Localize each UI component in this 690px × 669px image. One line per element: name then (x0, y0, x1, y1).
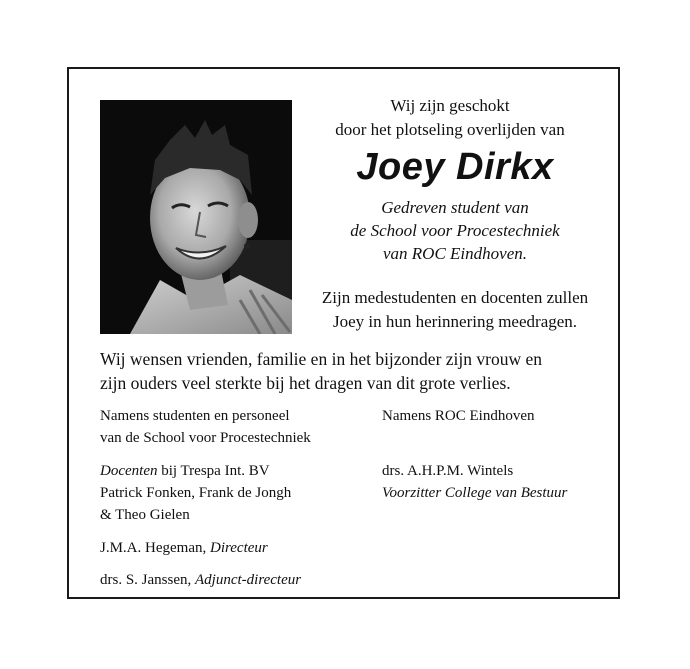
director-name: J.M.A. Hegeman, (100, 540, 210, 556)
roc-on-behalf: Namens ROC Eindhoven (382, 408, 535, 424)
deceased-name: Joey Dirkx (356, 146, 554, 188)
announcement-intro (300, 94, 600, 142)
intro-line-1: Wij zijn geschokt (390, 96, 510, 115)
signature-chair (382, 460, 567, 504)
on-behalf-line-1: Namens studenten en personeel (100, 408, 290, 424)
teachers-line (100, 460, 291, 482)
signature-teachers (100, 460, 291, 526)
portrait-image (100, 100, 292, 334)
teachers-names-line-2: & Theo Gielen (100, 507, 190, 523)
adjunct-title: Adjunct-directeur (195, 572, 302, 588)
director-title: Directeur (209, 540, 268, 556)
description-line-1: Gedreven student van (381, 198, 529, 217)
colleagues-line-1: Zijn medestudenten en docenten zullen (321, 288, 589, 307)
condolence-line-2: zijn ouders veel sterkte bij het dragen van dit grote verlies. (100, 373, 511, 393)
description-line-2: de School voor Procestechniek (350, 221, 560, 240)
teachers-label: Docenten (100, 463, 158, 479)
chair-title: Voorzitter College van Bestuur (382, 485, 568, 501)
condolence-message (100, 347, 610, 395)
condolence-line-1: Wij wensen vrienden, familie en in het bijzonder zijn vrouw en (100, 349, 543, 369)
description-line-3: van ROC Eindhoven. (383, 244, 527, 263)
adjunct-name: drs. S. Janssen, (100, 572, 196, 588)
portrait-photo (100, 100, 292, 334)
on-behalf-line-2: van de School voor Procestechniek (100, 430, 311, 446)
signature-adjunct-director (100, 569, 301, 591)
teachers-company: bij Trespa Int. BV (157, 463, 270, 479)
intro-line-2: door het plotseling overlijden van (335, 120, 565, 139)
signature-roc (382, 405, 534, 427)
chair-name: drs. A.H.P.M. Wintels (382, 463, 514, 479)
teachers-names-line-1: Patrick Fonken, Frank de Jongh (100, 485, 292, 501)
colleagues-message (300, 286, 610, 334)
signature-students-staff (100, 405, 311, 449)
signature-director (100, 537, 268, 559)
deceased-description (300, 196, 610, 265)
colleagues-line-2: Joey in hun herinnering meedragen. (332, 312, 578, 331)
